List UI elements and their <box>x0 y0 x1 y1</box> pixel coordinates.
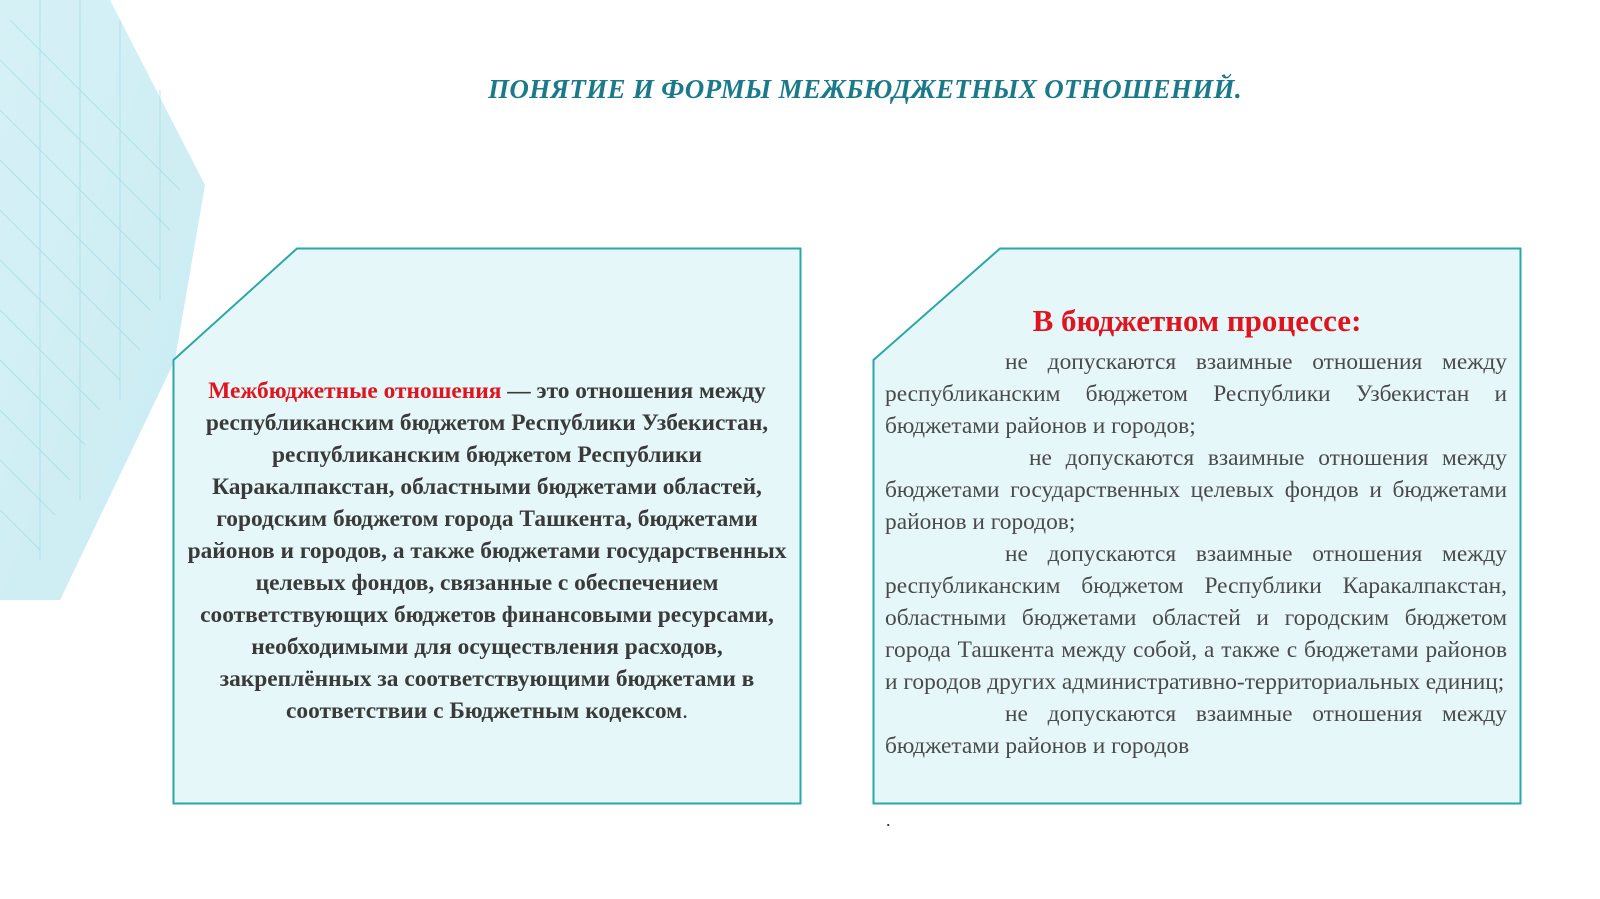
page-title: ПОНЯТИЕ И ФОРМЫ МЕЖБЮДЖЕТНЫХ ОТНОШЕНИЙ. <box>488 74 1242 104</box>
budget-process-list <box>885 346 1507 762</box>
definition-term: Межбюджетные отношения <box>208 378 502 404</box>
list-item: не допускаются взаимные отношения между республиканским бюджетом Республики Узбекистан и бюджетами районов и городов; <box>885 349 1507 439</box>
definition-card <box>172 247 802 805</box>
stray-dot: . <box>886 810 891 830</box>
list-item: не допускаются взаимные отношения между бюджетами районов и городов <box>885 701 1507 759</box>
definition-body: — это отношения между республиканским бюджетом Республики Узбекистан, республиканским бюджетом Республики Каракалпакстан, областными бюджетами областей, городским бюджетом города Ташкента, бюджетами районов и городов, а также бюджетами государственных целевых фондов, связанные с обеспечением соответствующих бюджетов финансовыми ресурсами, необходимыми для осуществления расходов, закреплённых за соответствующими бюджетами в соответствии с Бюджетным кодексом <box>187 378 787 724</box>
definition-ending: . <box>682 698 688 724</box>
list-item: не допускаются взаимные отношения между республиканским бюджетом Республики Каракалпакстан, областными бюджетами областей и городским бюджетом города Ташкента между собой, а также с бюджетами районов и городов других административно-территориальных единиц; <box>885 541 1507 695</box>
definition-text <box>184 375 790 727</box>
list-item: не допускаются взаимные отношения между бюджетами государственных целевых фондов и бюджетами районов и городов; <box>885 445 1507 535</box>
budget-process-card <box>872 247 1522 805</box>
budget-process-heading: В бюджетном процессе: <box>1032 303 1362 338</box>
